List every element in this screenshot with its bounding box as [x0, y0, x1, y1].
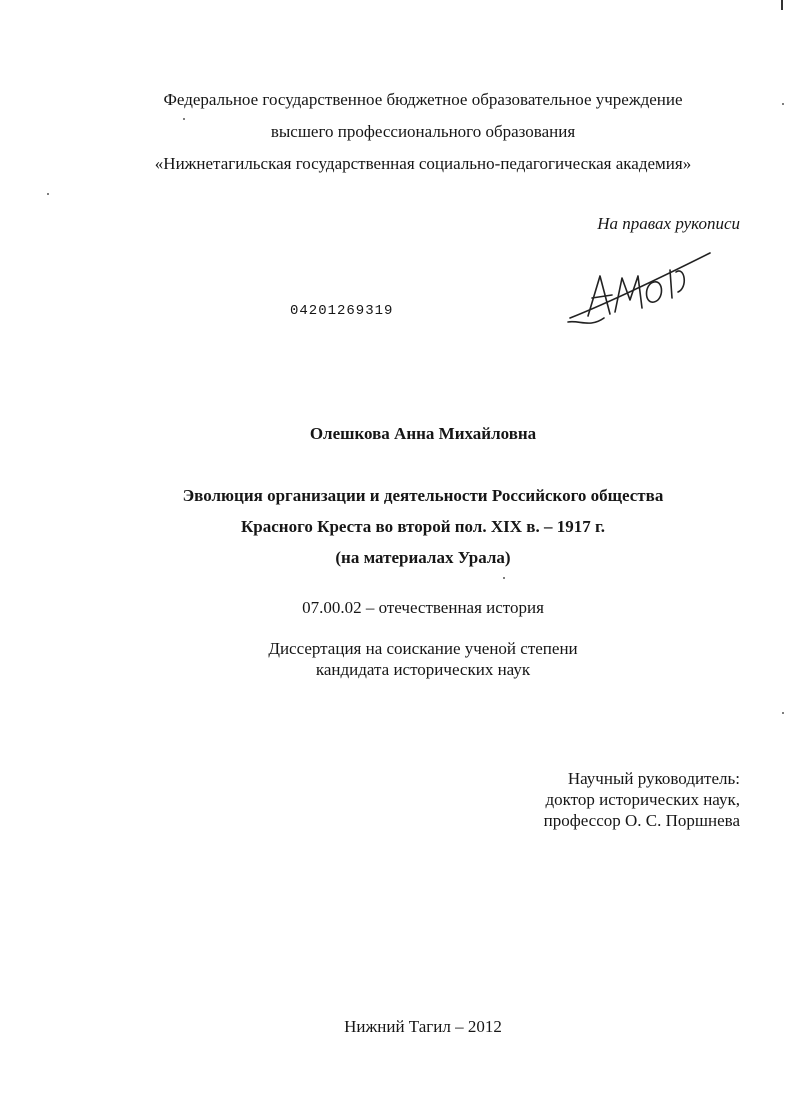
scan-speck	[782, 103, 784, 105]
title-line-3: (на материалах Урала)	[335, 548, 511, 567]
title-line-1: Эволюция организации и деятельности Российского общества	[182, 486, 664, 505]
scan-speck	[47, 193, 49, 195]
scan-speck	[503, 577, 505, 579]
institution-line-1: Федеральное государственное бюджетное образовательное учреждение	[163, 90, 683, 109]
author-name: Олешкова Анна Михайловна	[309, 424, 537, 443]
catalog-number: 04201269319	[290, 303, 394, 319]
supervisor-degree: доктор исторических наук,	[545, 790, 740, 809]
manuscript-note: На правах рукописи	[597, 214, 740, 233]
institution-line-2: высшего профессионального образования	[270, 122, 576, 141]
place-year: Нижний Тагил – 2012	[344, 1017, 502, 1036]
specialty: 07.00.02 – отечественная история	[302, 598, 544, 617]
title-line-2: Красного Креста во второй пол. XIX в. – 1917 г.	[240, 517, 605, 536]
degree-line-2: кандидата исторических наук	[315, 660, 531, 679]
scan-speck	[183, 118, 185, 120]
supervisor-name: профессор О. С. Поршнева	[543, 811, 740, 830]
institution-line-3: «Нижнетагильская государственная социально-педагогическая академия»	[154, 154, 692, 173]
degree-line-1: Диссертация на соискание ученой степени	[268, 639, 578, 658]
supervisor-label: Научный руководитель:	[567, 769, 740, 788]
scan-edge-mark	[781, 0, 783, 10]
signature-icon	[560, 248, 720, 330]
scan-speck	[782, 712, 784, 714]
